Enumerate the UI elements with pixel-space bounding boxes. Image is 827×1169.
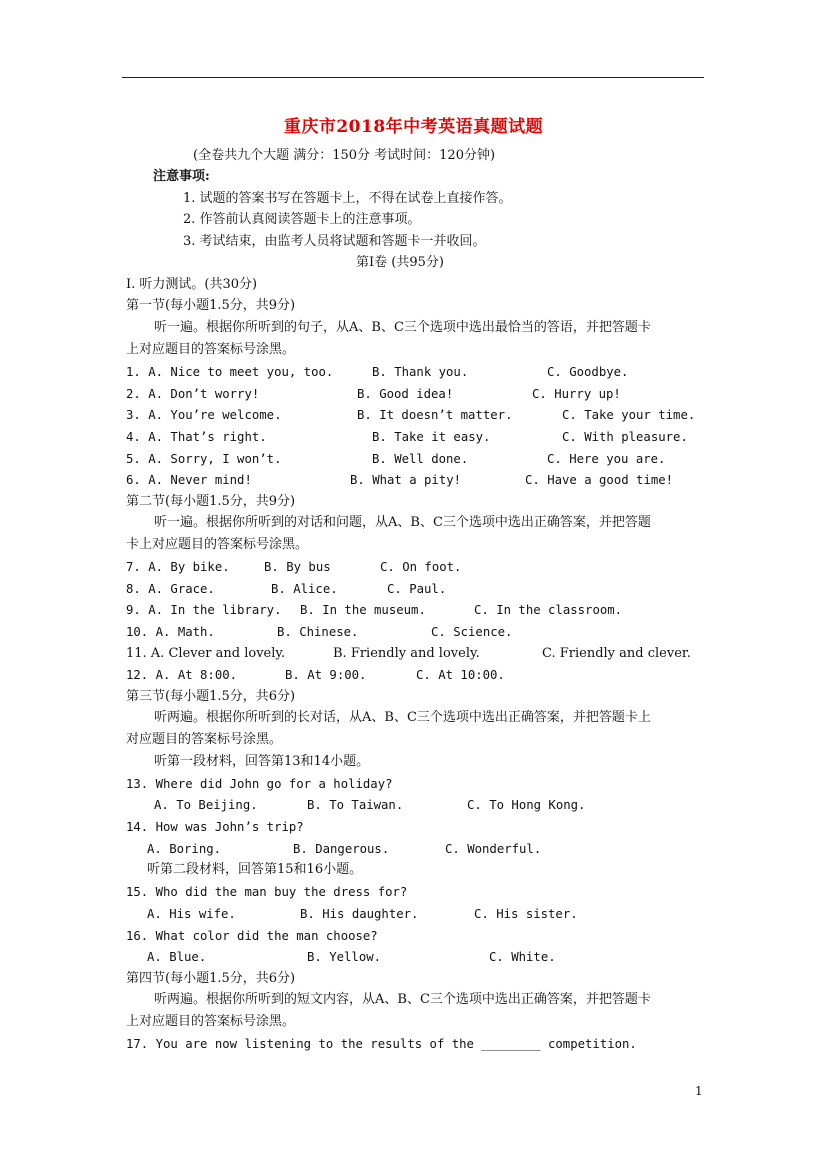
question-option: C. Take your time.	[562, 408, 696, 422]
material-note: 听第一段材料，回答第13和14小题。	[154, 754, 370, 769]
section-instruction: 听两遍。根据你所听到的短文内容，从A、B、C三个选项中选出正确答案，并把答题卡	[154, 992, 651, 1007]
question-option: 8. A. Grace.	[126, 582, 215, 596]
question-option: C. With pleasure.	[562, 430, 688, 444]
exam-info: (全卷共九个大题 满分：150分 考试时间：120分钟)	[193, 148, 496, 163]
question-option: C. Hurry up!	[532, 387, 621, 401]
question-option: C. Friendly and clever.	[542, 646, 691, 661]
volume-heading: 第Ⅰ卷 (共95分)	[356, 255, 444, 270]
question-option: 12. A. At 8:00.	[126, 668, 238, 682]
question-option: 3. A. You’re welcome.	[126, 408, 282, 422]
question-option: 7. A. By bike.	[126, 560, 230, 574]
question-option: B. Well done.	[372, 452, 469, 466]
section-instruction: 听一遍。根据你所听到的对话和问题，从A、B、C三个选项中选出正确答案，并把答题	[154, 515, 651, 530]
section-instruction: 听两遍。根据你所听到的长对话，从A、B、C三个选项中选出正确答案，并把答题卡上	[154, 710, 651, 725]
question-option: 10. A. Math.	[126, 625, 215, 639]
question-option: C. On foot.	[380, 560, 462, 574]
question-option: 6. A. Never mind!	[126, 473, 252, 487]
question-option: B. It doesn’t matter.	[357, 408, 513, 422]
question-option: B. What a pity!	[350, 473, 462, 487]
question-option: B. At 9:00.	[285, 668, 367, 682]
question-option: B. Friendly and lovely.	[333, 646, 480, 661]
question-option: B. By bus	[264, 560, 331, 574]
question-option: C. To Hong Kong.	[467, 798, 586, 812]
question-option: 9. A. In the library.	[126, 603, 282, 617]
question-option: B. Chinese.	[277, 625, 359, 639]
question-stem: 13. Where did John go for a holiday?	[126, 777, 393, 791]
question-option: C. Wonderful.	[445, 842, 542, 856]
part-heading: Ⅰ. 听力测试。(共30分)	[126, 277, 258, 292]
question-option: C. Paul.	[387, 582, 447, 596]
question-option: C. Here you are.	[547, 452, 666, 466]
question-option: 4. A. That’s right.	[126, 430, 267, 444]
question-option: C. Goodbye.	[547, 365, 629, 379]
page-title: 重庆市2018年中考英语真题试题	[283, 117, 544, 137]
question-stem: 17. You are now listening to the results of the ________ competition.	[126, 1037, 637, 1051]
section-instruction: 卡上对应题目的答案标号涂黑。	[126, 537, 309, 552]
question-option: 2. A. Don’t worry!	[126, 387, 260, 401]
question-stem: 16. What color did the man choose?	[126, 929, 378, 943]
question-stem: 14. How was John’s trip?	[126, 820, 304, 834]
question-option: C. White.	[489, 950, 556, 964]
section-heading: 第三节(每小题1.5分，共6分)	[126, 689, 296, 704]
section-heading: 第一节(每小题1.5分，共9分)	[126, 298, 296, 313]
section-heading: 第四节(每小题1.5分，共6分)	[126, 971, 296, 986]
question-stem: 15. Who did the man buy the dress for?	[126, 885, 408, 899]
question-option: A. Blue.	[147, 950, 207, 964]
question-option: C. Science.	[431, 625, 513, 639]
question-option: A. His wife.	[147, 907, 236, 921]
question-option: B. His daughter.	[300, 907, 419, 921]
question-option: B. In the museum.	[300, 603, 426, 617]
section-instruction: 对应题目的答案标号涂黑。	[126, 732, 283, 747]
question-option: B. Yellow.	[307, 950, 382, 964]
page-number: 1	[695, 1084, 703, 1098]
question-option: C. Have a good time!	[525, 473, 674, 487]
question-option: B. Take it easy.	[372, 430, 491, 444]
section-instruction: 听一遍。根据你所听到的句子，从A、B、C三个选项中选出最恰当的答语，并把答题卡	[154, 320, 651, 335]
notice-item: 1. 试题的答案书写在答题卡上，不得在试卷上直接作答。	[183, 191, 512, 206]
question-option: A. To Beijing.	[154, 798, 258, 812]
question-option: 11. A. Clever and lovely.	[126, 646, 286, 661]
notice-heading: 注意事项:	[153, 169, 210, 184]
question-option: C. At 10:00.	[416, 668, 505, 682]
question-option: C. In the classroom.	[474, 603, 623, 617]
material-note: 听第二段材料，回答第15和16小题。	[147, 862, 363, 877]
header-rule	[122, 77, 704, 78]
section-instruction: 上对应题目的答案标号涂黑。	[126, 1014, 296, 1029]
question-option: B. To Taiwan.	[307, 798, 404, 812]
section-instruction: 上对应题目的答案标号涂黑。	[126, 342, 296, 357]
question-option: B. Thank you.	[372, 365, 469, 379]
notice-item: 2. 作答前认真阅读答题卡上的注意事项。	[183, 212, 421, 227]
question-option: 1. A. Nice to meet you, too.	[126, 365, 334, 379]
notice-item: 3. 考试结束，由监考人员将试题和答题卡一并收回。	[183, 234, 486, 249]
question-option: B. Good idea!	[357, 387, 454, 401]
question-option: B. Alice.	[271, 582, 338, 596]
question-option: B. Dangerous.	[293, 842, 390, 856]
section-heading: 第二节(每小题1.5分，共9分)	[126, 494, 296, 509]
question-option: C. His sister.	[474, 907, 578, 921]
question-option: A. Boring.	[147, 842, 222, 856]
question-option: 5. A. Sorry, I won’t.	[126, 452, 282, 466]
